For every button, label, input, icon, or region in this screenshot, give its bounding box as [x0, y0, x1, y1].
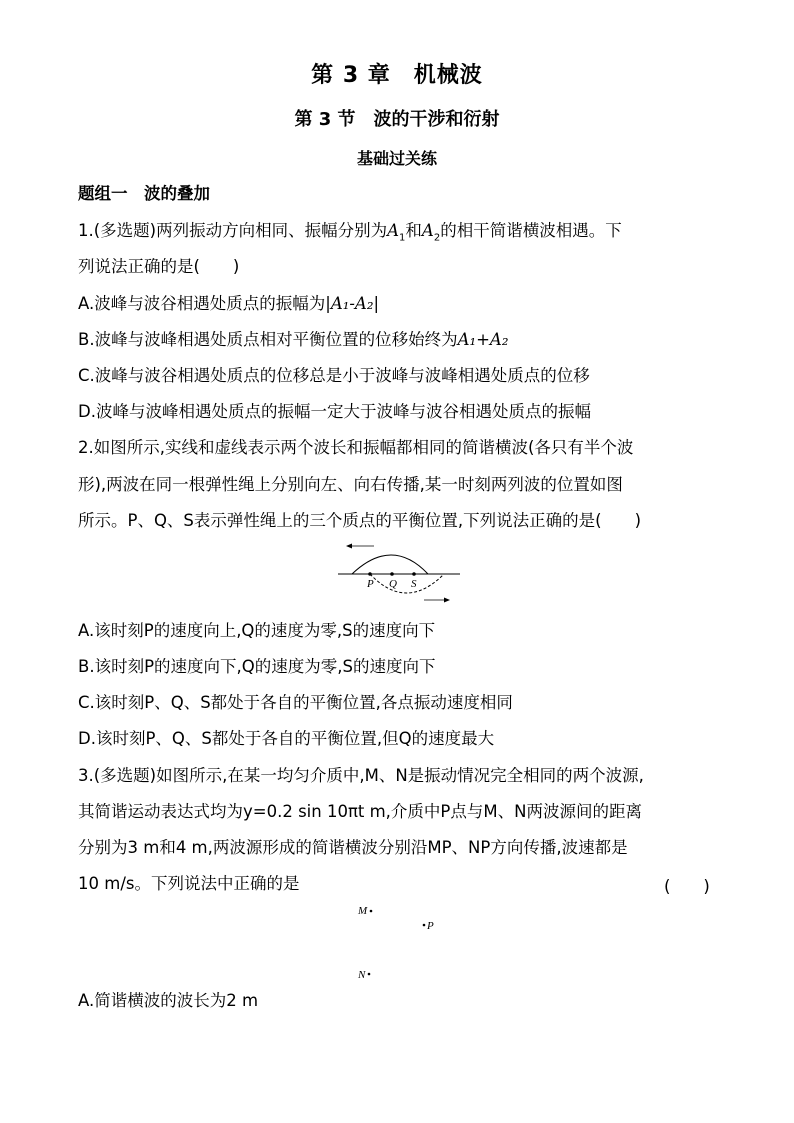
q1-a1-sub: 1	[399, 232, 406, 244]
q1-option-b-expr: A₁+A₂	[457, 330, 509, 349]
q1-option-d: D.波峰与波峰相遇处质点的振幅一定大于波峰与波谷相遇处质点的振幅	[78, 402, 591, 421]
point-m	[370, 910, 373, 913]
q1-option-a-text: A.波峰与波谷相遇处质点的振幅为|	[78, 294, 331, 313]
q2-line1: 2.如图所示,实线和虚线表示两个波长和振幅都相同的简谐横波(各只有半个波	[78, 438, 634, 457]
q2-line3: 所示。P、Q、S表示弹性绳上的三个质点的平衡位置,下列说法正确的是( )	[78, 511, 642, 530]
q3-line4: 10 m/s。下列说法中正确的是	[78, 874, 300, 893]
q1-a1: A	[387, 221, 400, 240]
chapter-title: 第 3 章 机械波	[311, 63, 483, 88]
q3-line1: 3.(多选题)如图所示,在某一均匀介质中,M、N是振动情况完全相同的两个波源,	[78, 766, 644, 785]
point-p	[368, 572, 372, 576]
exercise-subtitle: 基础过关练	[356, 149, 437, 168]
q2-option-b: B.该时刻P的速度向下,Q的速度为零,S的速度向下	[78, 657, 436, 676]
q1-option-b-text: B.波峰与波峰相遇处质点相对平衡位置的位移始终为	[78, 330, 458, 349]
label-s: S	[411, 578, 417, 590]
q1-option-a	[78, 293, 718, 315]
q2-option-d: D.该时刻P、Q、S都处于各自的平衡位置,但Q的速度最大	[78, 729, 495, 748]
section-title: 第 3 节 波的干涉和衍射	[294, 109, 500, 130]
point-p	[423, 924, 426, 927]
left-arrow-head	[346, 544, 352, 549]
label-p: P	[367, 578, 374, 590]
q1-line2: 列说法正确的是( )	[78, 257, 240, 276]
point-q	[390, 572, 394, 576]
q1-line1	[78, 220, 718, 249]
q1-stem-b: 的相干简谐横波相遇。下	[440, 221, 622, 240]
dashed-wave	[370, 574, 444, 593]
solid-wave	[352, 555, 428, 574]
q1-option-c: C.波峰与波谷相遇处质点的位移总是小于波峰与波峰相遇处质点的位移	[78, 366, 590, 385]
q1-a2-sub: 2	[433, 232, 441, 244]
q1-option-a-expr: A₁-A₂	[330, 294, 374, 313]
q1-stem-a: 1.(多选题)两列振动方向相同、振幅分别为	[78, 221, 388, 240]
point-s	[412, 572, 416, 576]
q1-a2: A	[421, 221, 434, 240]
q2-option-a: A.该时刻P的速度向上,Q的速度为零,S的速度向下	[78, 621, 436, 640]
q2-option-c: C.该时刻P、Q、S都处于各自的平衡位置,各点振动速度相同	[78, 693, 513, 712]
q2-wave-figure	[330, 540, 470, 612]
q3-answer-paren: ( )	[664, 877, 710, 896]
q3-source-figure	[352, 900, 442, 985]
right-arrow-head	[444, 598, 450, 603]
q3-option-a: A.简谐横波的波长为2 m	[78, 991, 259, 1010]
q1-option-a-close: |	[373, 294, 380, 313]
q1-and: 和	[405, 221, 422, 240]
q2-line2: 形),两波在同一根弹性绳上分别向左、向右传播,某一时刻两列波的位置如图	[78, 475, 623, 494]
q3-line2: 其简谐运动表达式均为y=0.2 sin 10πt m,介质中P点与M、N两波源间的距离	[78, 802, 642, 821]
label-q: Q	[389, 578, 397, 590]
group-heading: 题组一 波的叠加	[78, 184, 210, 203]
label-p: P	[427, 920, 434, 932]
label-m: M	[358, 905, 368, 917]
point-n	[368, 973, 371, 976]
q3-line3: 分别为3 m和4 m,两波源形成的简谐横波分别沿MP、NP方向传播,波速都是	[78, 838, 628, 857]
label-n: N	[358, 969, 366, 981]
q1-option-b	[78, 329, 718, 351]
